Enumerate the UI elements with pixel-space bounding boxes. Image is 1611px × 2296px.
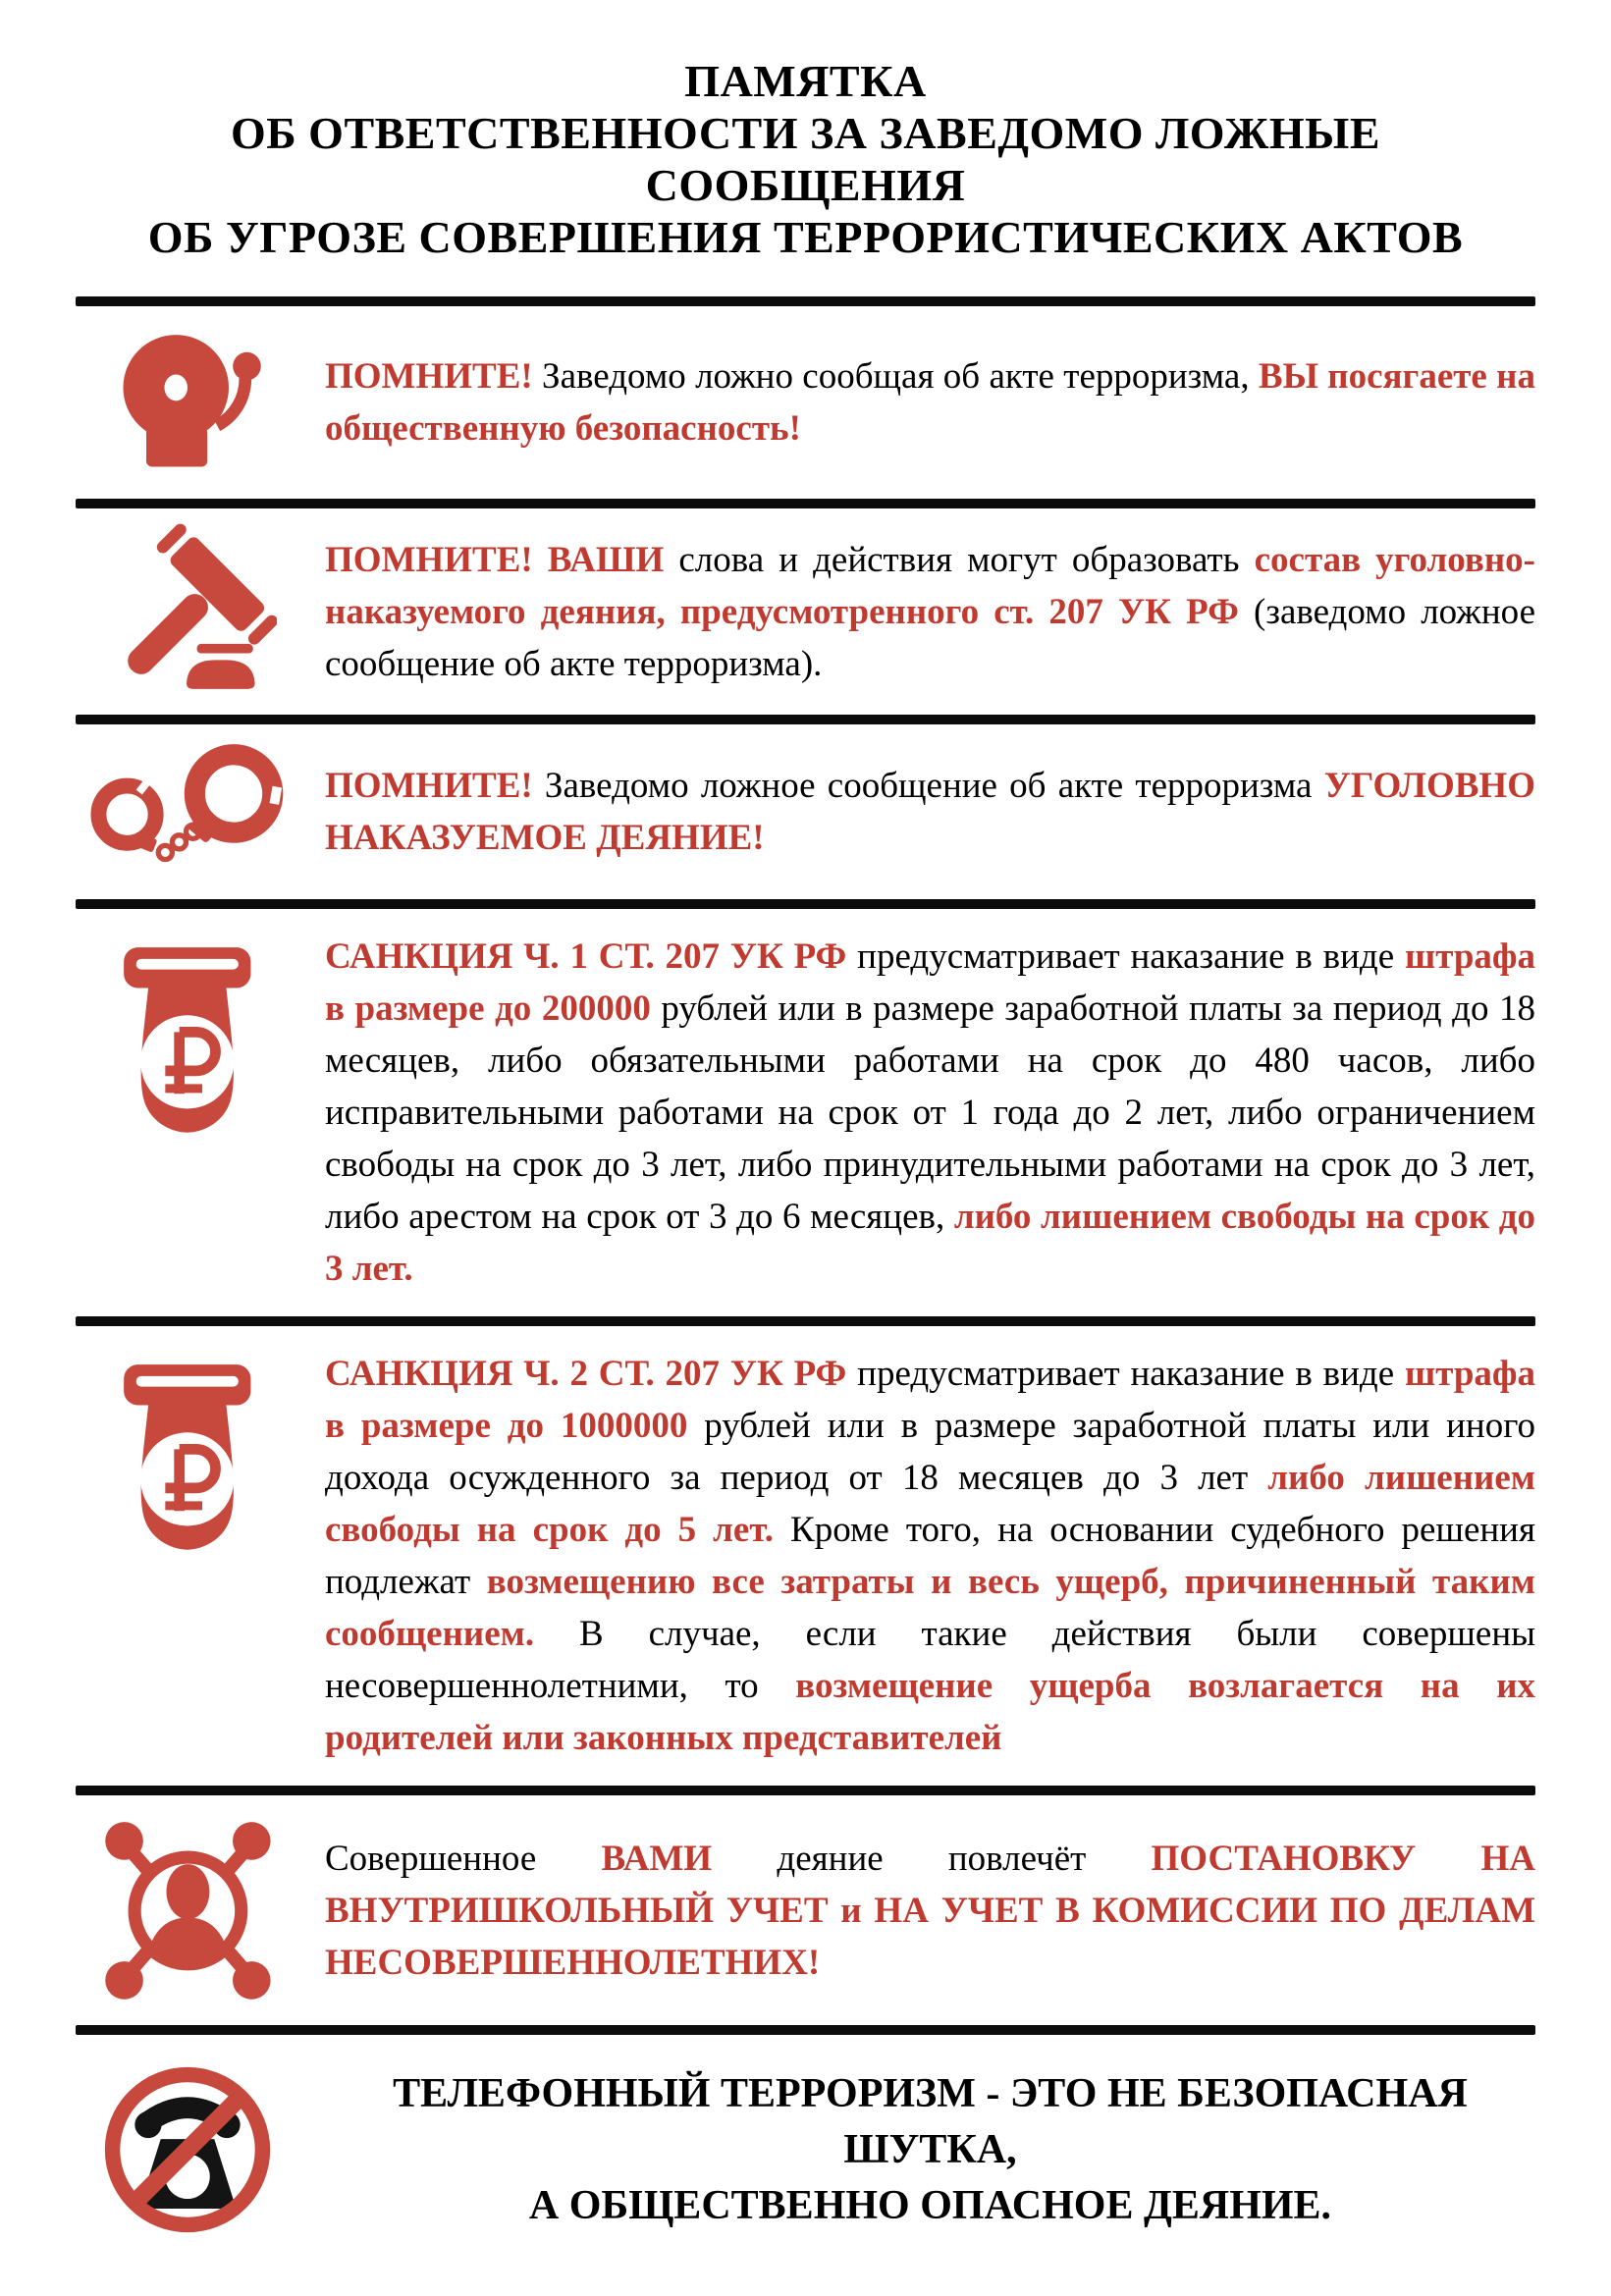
divider xyxy=(76,2025,1535,2035)
divider xyxy=(76,1786,1535,1795)
text-segment: деяние повлечёт xyxy=(712,1838,1152,1879)
memo-title xyxy=(76,0,1535,296)
text-segment: рублей или в размере заработной платы за период до 18 месяцев, либо обязательными работами на срок до 480 часов, либо исправительными работами на срок от 1 года до 2 лет, либо ограничением свободы на срок до 3 лет, либо принудительными работами на срок до 3 лет, либо арестом на срок от 3 до 6 месяцев, xyxy=(325,988,1535,1237)
text-segment: УГОЛОВНО НАКАЗУЕМОЕ ДЕЯНИЕ! xyxy=(325,766,1535,858)
text-segment: САНКЦИЯ Ч. 1 СТ. 207 УК РФ xyxy=(325,936,847,977)
alarm-bell-icon xyxy=(105,320,270,485)
text-segment: предусматривает наказание в виде xyxy=(846,1354,1405,1394)
text-segment: слова и действия могут образовать xyxy=(664,539,1255,580)
divider xyxy=(76,715,1535,724)
section-icon-cell xyxy=(76,1358,299,1556)
section-text xyxy=(325,350,1535,454)
section-text xyxy=(325,1833,1535,1989)
text-segment: штрафа в размере до 1000000 xyxy=(325,1354,1536,1446)
section-remember-punishable-act xyxy=(76,724,1535,899)
text-segment: либо лишением свободы на срок до 3 лет. xyxy=(325,1197,1535,1289)
divider xyxy=(76,296,1535,306)
title-line-3: ОБ УГРОЗЕ СОВЕРШЕНИЯ ТЕРРОРИСТИЧЕСКИХ АКТОВ xyxy=(147,212,1464,262)
gavel-icon xyxy=(98,522,277,701)
title-line-2: ОБ ОТВЕТСТВЕННОСТИ ЗА ЗАВЕДОМО ЛОЖНЫЕ СООБЩЕНИЯ xyxy=(230,108,1381,210)
text-segment: САНКЦИЯ Ч. 2 СТ. 207 УК РФ xyxy=(325,1354,847,1394)
section-sanction-part-2 xyxy=(76,1326,1535,1786)
section-text xyxy=(325,1348,1535,1764)
text-segment: А ОБЩЕСТВЕННО ОПАСНОЕ ДЕЯНИЕ. xyxy=(528,2182,1332,2228)
section-text xyxy=(325,760,1535,864)
text-segment: ПОСТАНОВКУ НА ВНУТРИШКОЛЬНЫЙ УЧЕТ и НА УЧЕТ В КОМИССИИ ПО ДЕЛАМ НЕСОВЕРШЕННОЛЕТНИХ! xyxy=(325,1838,1535,1983)
ruble-fine-bag-icon xyxy=(99,1358,276,1556)
text-segment: (заведомо ложное сообщение об акте терроризма). xyxy=(325,591,1535,684)
no-phone-icon xyxy=(98,2060,277,2239)
section-icon-cell xyxy=(76,738,299,885)
title-line-1: ПАМЯТКА xyxy=(684,56,927,106)
section-school-registration xyxy=(76,1795,1535,2025)
text-segment: ТЕЛЕФОННЫЙ ТЕРРОРИЗМ - ЭТО НЕ БЕЗОПАСНАЯ ШУТКА, xyxy=(393,2070,1468,2172)
text-segment: Заведомо ложное сообщение об акте терроризма xyxy=(532,766,1324,806)
text-segment: В случае, если такие действия были совершены несовершеннолетними, то xyxy=(325,1614,1535,1706)
text-segment: возмещению все затраты и весь ущерб, причиненный таким сообщением. xyxy=(325,1562,1535,1654)
section-sanction-part-1 xyxy=(76,909,1535,1316)
text-segment: Совершенное xyxy=(325,1838,602,1879)
section-text xyxy=(325,2066,1535,2234)
text-segment: штрафа в размере до 200000 xyxy=(325,936,1536,1029)
person-network-icon xyxy=(93,1809,283,2011)
section-phone-terrorism xyxy=(76,2035,1535,2249)
divider xyxy=(76,1316,1535,1326)
section-text xyxy=(325,931,1535,1295)
section-remember-criminal-offense xyxy=(76,508,1535,715)
text-segment: ПОМНИТЕ! xyxy=(325,766,533,806)
text-segment: возмещение ущерба возлагается на их родителей или законных представителей xyxy=(325,1666,1536,1758)
section-icon-cell xyxy=(76,1809,299,2011)
divider xyxy=(76,899,1535,909)
text-segment: либо лишением свободы на срок до 5 лет. xyxy=(325,1458,1535,1550)
section-text xyxy=(325,534,1535,690)
text-segment: Заведомо ложно сообщая об акте терроризма, xyxy=(532,356,1259,397)
section-remember-public-safety xyxy=(76,306,1535,499)
text-segment: ПОМНИТЕ! xyxy=(325,356,533,397)
text-segment: предусматривает наказание в виде xyxy=(846,936,1405,977)
text-segment: ПОМНИТЕ! ВАШИ xyxy=(325,539,665,580)
divider xyxy=(76,499,1535,508)
ruble-fine-bag-icon xyxy=(99,940,276,1139)
handcuffs-icon xyxy=(80,738,296,885)
text-segment: рублей или в размере заработной платы или иного дохода осужденного за период от 18 месяцев до 3 лет xyxy=(325,1406,1535,1498)
text-segment: состав уголовно-наказуемого деяния, предусмотренного ст. 207 УК РФ xyxy=(325,539,1535,632)
text-segment: ВАМИ xyxy=(601,1838,713,1879)
text-segment: Кроме того, на основании судебного решения подлежат xyxy=(325,1510,1535,1602)
section-icon-cell xyxy=(76,522,299,701)
section-icon-cell xyxy=(76,320,299,485)
section-icon-cell xyxy=(76,2060,299,2239)
section-icon-cell xyxy=(76,940,299,1139)
text-segment: ВЫ посягаете на общественную безопасность! xyxy=(325,356,1535,449)
